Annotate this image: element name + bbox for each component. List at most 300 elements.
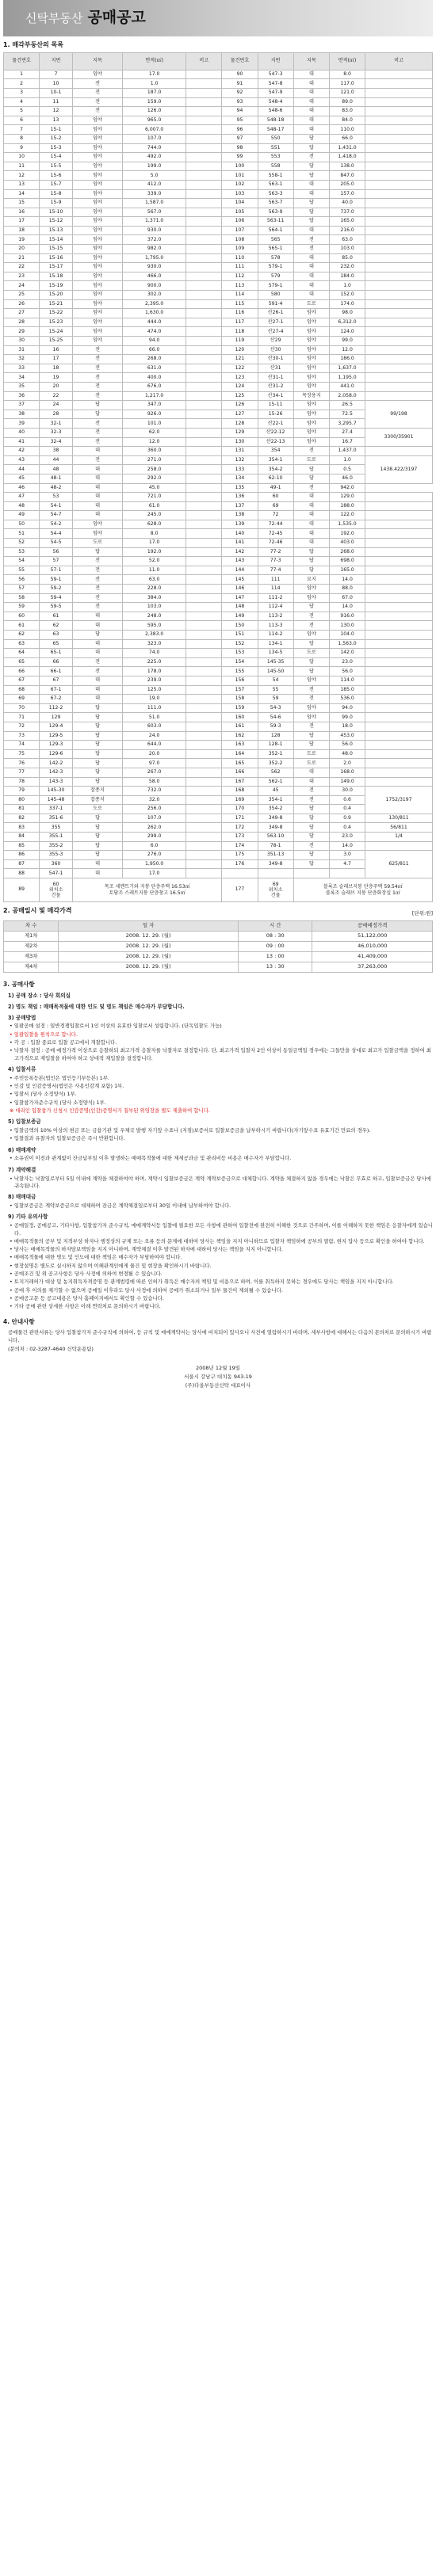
table-cell: 130 (222, 437, 258, 447)
table-cell: 임야 (72, 245, 122, 254)
table-cell: 930.0 (123, 263, 186, 272)
table-cell: 대 (72, 483, 122, 493)
table-cell: 15-16 (40, 253, 73, 263)
table-cell (186, 153, 222, 162)
table-cell: 548-6 (258, 107, 293, 116)
table-cell: 168 (222, 787, 258, 796)
table-cell: 916.0 (330, 612, 365, 621)
table-cell: 142 (222, 547, 258, 557)
table-cell: 임야 (293, 631, 329, 640)
table-cell: 105 (222, 208, 258, 217)
table-cell: 56/811 (365, 823, 433, 833)
table-cell: 112 (222, 272, 258, 281)
table-cell: 대 (293, 272, 329, 281)
table-cell: 89.0 (330, 97, 365, 107)
table-cell: 임야 (72, 153, 122, 162)
column-header: 일 자 (59, 920, 239, 931)
table-cell: 78 (4, 777, 40, 787)
table-cell: 115 (222, 299, 258, 309)
table-cell: 전 (293, 621, 329, 631)
table-cell: 149 (222, 612, 258, 621)
table-cell: 94.0 (330, 703, 365, 713)
table-row (4, 722, 433, 731)
table-cell (186, 851, 222, 860)
item-heading: 4) 입찰서류 (8, 1065, 36, 1073)
table-cell: 625/811 (365, 851, 433, 878)
table-row (4, 951, 433, 962)
table-cell (186, 391, 222, 401)
table-cell (186, 291, 222, 300)
table-cell: 산29 (258, 337, 293, 346)
table-cell: 17.0 (123, 869, 186, 878)
table-cell: 전 (72, 382, 122, 391)
table-cell: 262.0 (123, 823, 186, 833)
table-row (4, 143, 433, 153)
table-cell: 48 (4, 501, 40, 511)
table-cell (365, 208, 433, 217)
table-cell: 547-1 (40, 869, 73, 878)
table-cell (365, 79, 433, 89)
table-cell: 전 (72, 391, 122, 401)
table-cell: 129.0 (330, 493, 365, 502)
table-cell: 2008. 12. 29. (월) (59, 962, 239, 972)
table-cell: 441.0 (330, 382, 365, 391)
table-row (4, 97, 433, 107)
table-cell: 355-3 (40, 851, 73, 860)
table-cell (186, 657, 222, 667)
table-cell: 대 (293, 253, 329, 263)
table-cell: 142.0 (330, 649, 365, 658)
table-cell: 118 (222, 327, 258, 337)
table-cell: 임야 (72, 337, 122, 346)
table-cell (365, 171, 433, 181)
table-cell (186, 419, 222, 429)
table-cell: 59-5 (40, 603, 73, 612)
table-cell: 267.0 (123, 768, 186, 777)
table-cell: 54-3 (258, 703, 293, 713)
table-row (4, 327, 433, 337)
table-cell (186, 125, 222, 135)
table-cell: 51.0 (123, 713, 186, 722)
table-cell: 982.0 (123, 245, 186, 254)
table-cell: 352-2 (258, 759, 293, 768)
table-cell: 24 (40, 401, 73, 410)
table-cell: 62 (40, 621, 73, 631)
table-cell: 847.0 (330, 171, 365, 181)
item-heading: 8) 매매대금 (8, 1194, 36, 1201)
table-cell (186, 520, 222, 529)
table-cell: 54-4 (40, 529, 73, 539)
table-cell: 65 (4, 657, 40, 667)
table-cell: 158 (222, 695, 258, 704)
table-cell: 147 (222, 593, 258, 603)
table-cell (365, 768, 433, 777)
table-cell: 351-6 (40, 814, 73, 823)
table-cell: 192.0 (330, 529, 365, 539)
table-cell: 302.0 (123, 291, 186, 300)
table-cell: 91 (222, 79, 258, 89)
table-cell: 임야 (72, 217, 122, 227)
table-cell: 1.0 (330, 455, 365, 465)
table-cell: 114 (222, 291, 258, 300)
table-cell: 임야 (293, 676, 329, 685)
table-cell: 대 (293, 281, 329, 291)
table-cell: 14.0 (330, 841, 365, 851)
table-cell: 161 (222, 722, 258, 731)
table-cell (186, 281, 222, 291)
table-cell: 전 (72, 437, 122, 447)
table-row (4, 667, 433, 676)
table-cell: 산31 (258, 364, 293, 373)
table-cell: 580 (258, 291, 293, 300)
table-cell: 52.0 (123, 557, 186, 566)
table-cell (365, 703, 433, 713)
table-cell: 전 (293, 153, 329, 162)
table-cell: 2008. 12. 29. (월) (59, 951, 239, 962)
table-cell: 186.0 (330, 355, 365, 364)
section3-title: 3. 공매사항 (3, 980, 35, 988)
table-cell: 산31-1 (258, 373, 293, 383)
table-cell: 70 (4, 703, 40, 713)
table-cell: 403.0 (330, 539, 365, 548)
table-cell: 536.0 (330, 695, 365, 704)
column-header: 비고 (365, 52, 433, 70)
table-cell: 112-2 (40, 703, 73, 713)
table-cell (365, 291, 433, 300)
table-cell: 잡종지 (72, 787, 122, 796)
table-cell: 58 (4, 593, 40, 603)
table-cell: 372.0 (123, 235, 186, 245)
table-cell: 제3차 (4, 951, 59, 962)
table-row (4, 695, 433, 704)
table-cell: 46.0 (330, 474, 365, 483)
table-cell (365, 557, 433, 566)
table-cell: 13 : 30 (238, 962, 312, 972)
table-cell (186, 685, 222, 695)
table-cell: 628.0 (123, 520, 186, 529)
table-row (4, 79, 433, 89)
table-cell (186, 345, 222, 355)
table-cell: 744.0 (123, 143, 186, 153)
table-cell: 전 (72, 603, 122, 612)
table-cell: 11 (40, 97, 73, 107)
table-cell (365, 337, 433, 346)
table-cell: 96 (222, 125, 258, 135)
table-cell: 67 (4, 676, 40, 685)
table-cell: 대 (293, 79, 329, 89)
table-cell: 136 (222, 493, 258, 502)
table-cell: 16.7 (330, 437, 365, 447)
table-cell: 205.0 (330, 180, 365, 189)
table-cell: 15 (4, 199, 40, 208)
table-cell: 108 (222, 235, 258, 245)
table-row (4, 593, 433, 603)
table-cell (222, 869, 258, 878)
table-cell: 도로 (293, 299, 329, 309)
table-cell: 98.0 (330, 309, 365, 318)
table-cell: 140 (222, 529, 258, 539)
table-cell: 62.0 (123, 428, 186, 437)
table-cell: 153 (222, 649, 258, 658)
table-cell: 152.0 (330, 291, 365, 300)
table-cell: 162 (222, 731, 258, 741)
table-cell: 40.0 (330, 199, 365, 208)
table-row (4, 281, 433, 291)
table-cell: 603.0 (123, 722, 186, 731)
table-cell: 1.0 (123, 79, 186, 89)
table-cell: 168.0 (330, 768, 365, 777)
table-cell: 109 (222, 245, 258, 254)
table-cell (365, 281, 433, 291)
table-cell: 4.7 (330, 859, 365, 869)
table-cell: 553 (258, 153, 293, 162)
table-cell: 176 (222, 859, 258, 869)
table-cell: 임야 (72, 253, 122, 263)
table-cell: 65-1 (40, 649, 73, 658)
table-cell: 0.5 (330, 465, 365, 474)
table-cell: 1,195.0 (330, 373, 365, 383)
table-row (4, 741, 433, 750)
table-cell: 15-13 (40, 226, 73, 235)
table-cell: 대 (72, 685, 122, 695)
table-cell: 대 (72, 859, 122, 869)
table-cell: 2.0 (330, 759, 365, 768)
table-cell: 답 (72, 401, 122, 410)
table-cell: 354-2 (258, 805, 293, 814)
table-cell: 답 (293, 566, 329, 575)
table-cell: 130/811 (365, 814, 433, 823)
schedule-body (4, 931, 433, 972)
table-cell: 900.0 (123, 281, 186, 291)
table-cell: 551 (258, 143, 293, 153)
table-cell: 453.0 (330, 731, 365, 741)
table-cell: 268.0 (123, 355, 186, 364)
table-cell (186, 318, 222, 327)
table-cell: 134-1 (258, 639, 293, 649)
warning-item: ※ 대리인 입찰참가 신청시 인감증명(인감)증명서가 첨부된 위임장을 별도 제출하여 합니다. (10, 1107, 210, 1114)
table-cell: 154 (222, 657, 258, 667)
table-cell (186, 603, 222, 612)
table-cell: 114 (258, 585, 293, 594)
table-cell: 73 (4, 731, 40, 741)
table-cell: 대 (293, 493, 329, 502)
table-cell: 대 (293, 107, 329, 116)
warning-item: • 일괄입찰을 원칙으로 합니다. (10, 1031, 78, 1038)
bullet-item: • 매매목적물에 대한 명도 및 인도에 대한 책임은 매수자가 부담하여야 합니다. (10, 1254, 182, 1261)
parcel-table (3, 52, 433, 902)
bullet-item: • 인감 및 인감증명서(법인은 사용인감계 포함) 1부. (10, 1082, 124, 1089)
table-cell: 54-5 (40, 539, 73, 548)
bullet-item: • 입찰서 (당사 소정양식) 1부. (10, 1091, 77, 1098)
table-cell (365, 345, 433, 355)
table-cell: 184.0 (330, 272, 365, 281)
table-cell: 블록조 슬래브지붕 단층주택 59.54㎡ 블록조 슬래브 지붕 단층화장실 1㎡ (293, 878, 432, 902)
table-cell (365, 235, 433, 245)
table-row (4, 759, 433, 768)
table-cell: 61 (40, 612, 73, 621)
table-cell: 15-10 (40, 208, 73, 217)
table-cell: 169 (222, 795, 258, 805)
table-cell: 15-3 (40, 143, 73, 153)
table-cell: 28 (40, 410, 73, 419)
table-cell: 답 (72, 741, 122, 750)
table-cell: 임야 (72, 281, 122, 291)
table-cell: 111 (222, 263, 258, 272)
table-cell: 59-3 (258, 722, 293, 731)
table-cell: 1,371.0 (123, 217, 186, 227)
table-row (4, 649, 433, 658)
table-cell: 644.0 (123, 741, 186, 750)
table-cell: 66 (4, 667, 40, 676)
table-cell (186, 823, 222, 833)
table-cell (186, 88, 222, 97)
table-row (4, 731, 433, 741)
table-cell (365, 226, 433, 235)
table-cell: 임야 (72, 291, 122, 300)
table-row (4, 235, 433, 245)
schedule-header-row (4, 920, 433, 931)
table-cell: 69 위치소 건물 (258, 878, 293, 902)
table-cell: 15-26 (258, 410, 293, 419)
table-cell: 전 (72, 79, 122, 89)
table-cell: 대 (72, 676, 122, 685)
table-row (4, 455, 433, 465)
table-cell (365, 162, 433, 171)
table-cell: 전 (72, 419, 122, 429)
table-cell: 129 (222, 428, 258, 437)
table-cell (365, 143, 433, 153)
footer-address: 서울시 강남구 대치동 943-19 (184, 1374, 252, 1381)
table-cell: 110.0 (330, 125, 365, 135)
column-header: 물건번호 (222, 52, 258, 70)
table-cell: 66 (40, 657, 73, 667)
table-row (4, 931, 433, 941)
table-row (4, 676, 433, 685)
table-cell (186, 235, 222, 245)
table-cell: 107.0 (123, 814, 186, 823)
table-cell (186, 107, 222, 116)
table-cell: 151 (222, 631, 258, 640)
table-cell: 178.0 (123, 667, 186, 676)
table-cell: 46,010,000 (312, 941, 433, 951)
table-cell (186, 217, 222, 227)
table-cell (365, 639, 433, 649)
table-cell: 23.0 (330, 833, 365, 842)
table-cell: 전 (72, 593, 122, 603)
table-cell: 대 (293, 768, 329, 777)
table-cell: 102 (222, 180, 258, 189)
item-heading: 1) 공매 장소 : 당사 회의실 (8, 992, 71, 999)
table-cell: 384.0 (123, 593, 186, 603)
table-cell: 30 (4, 337, 40, 346)
table-cell: 171 (222, 814, 258, 823)
table-cell: 전 (72, 657, 122, 667)
bullet-item: • 입찰참가자준수규칙 (당사 소정양식) 1부. (10, 1099, 106, 1106)
table-cell: 63.0 (330, 235, 365, 245)
table-cell (365, 327, 433, 337)
table-cell: 0.9 (330, 814, 365, 823)
table-cell (186, 585, 222, 594)
table-cell: 15-25 (40, 337, 73, 346)
table-cell (186, 731, 222, 741)
table-cell: 15-24 (40, 327, 73, 337)
column-header: 지번 (258, 52, 293, 70)
table-cell: 36 (4, 391, 40, 401)
table-cell (365, 713, 433, 722)
table-cell (365, 318, 433, 327)
footer-company: (주)다올부동산신탁 대표이사 (185, 1382, 251, 1389)
table-cell: 15-8 (40, 189, 73, 199)
table-cell: 10-1 (40, 88, 73, 97)
table-cell: 52 (4, 539, 40, 548)
bullet-item: • 공매공고문 등 공고내용은 당사 홈페이지에서도 확인할 수 있습니다. (10, 1294, 164, 1301)
table-row (4, 70, 433, 79)
table-cell: 19 (40, 373, 73, 383)
table-cell: 104.0 (330, 631, 365, 640)
table-cell: 답 (293, 134, 329, 143)
table-cell: 대 (72, 465, 122, 474)
table-cell: 도로 (293, 649, 329, 658)
table-cell: 전 (72, 364, 122, 373)
table-cell: 12 (40, 107, 73, 116)
table-cell: 임야 (293, 437, 329, 447)
table-cell: 2008. 12. 29. (월) (59, 931, 239, 941)
bullet-item: • 당사는 매매목적물의 하자담보책임을 지지 아니하며, 계약체결 이후 발견된 하자에 대하여 당사는 책임을 지지 아니합니다. (10, 1246, 283, 1253)
table-row (4, 299, 433, 309)
table-cell (365, 364, 433, 373)
table-cell: 53 (4, 547, 40, 557)
table-cell: 대 (293, 777, 329, 787)
table-cell (365, 722, 433, 731)
table-cell: 대 (72, 639, 122, 649)
table-cell: 46 (4, 483, 40, 493)
table-cell: 124.0 (330, 327, 365, 337)
table-cell: 111-2 (258, 593, 293, 603)
table-cell (365, 603, 433, 612)
table-cell (186, 226, 222, 235)
table-cell: 93 (222, 97, 258, 107)
table-cell: 임야 (293, 419, 329, 429)
table-cell: 15-22 (40, 309, 73, 318)
table-cell: 41,409,000 (312, 951, 433, 962)
table-cell: 67-2 (40, 695, 73, 704)
table-row (4, 631, 433, 640)
table-cell: 임야 (72, 180, 122, 189)
table-cell: 전 (293, 695, 329, 704)
table-cell: 대 (293, 520, 329, 529)
table-row (4, 685, 433, 695)
table-cell: 349-8 (258, 814, 293, 823)
schedule-table (3, 920, 433, 973)
table-cell (365, 134, 433, 143)
table-cell: 37 (4, 401, 40, 410)
table-cell: 답 (293, 474, 329, 483)
table-cell (365, 695, 433, 704)
header-banner (3, 0, 433, 36)
table-cell: 답 (293, 171, 329, 181)
table-cell: 143-3 (40, 777, 73, 787)
table-cell: 32-1 (40, 419, 73, 429)
table-cell: 13 (4, 180, 40, 189)
table-cell (186, 253, 222, 263)
table-cell: 90 (222, 70, 258, 79)
table-cell: 15-14 (40, 235, 73, 245)
table-cell: 51 (4, 529, 40, 539)
table-cell (365, 841, 433, 851)
table-cell: 337-1 (40, 805, 73, 814)
table-cell: 563-7 (258, 199, 293, 208)
table-cell: 34 (4, 373, 40, 383)
